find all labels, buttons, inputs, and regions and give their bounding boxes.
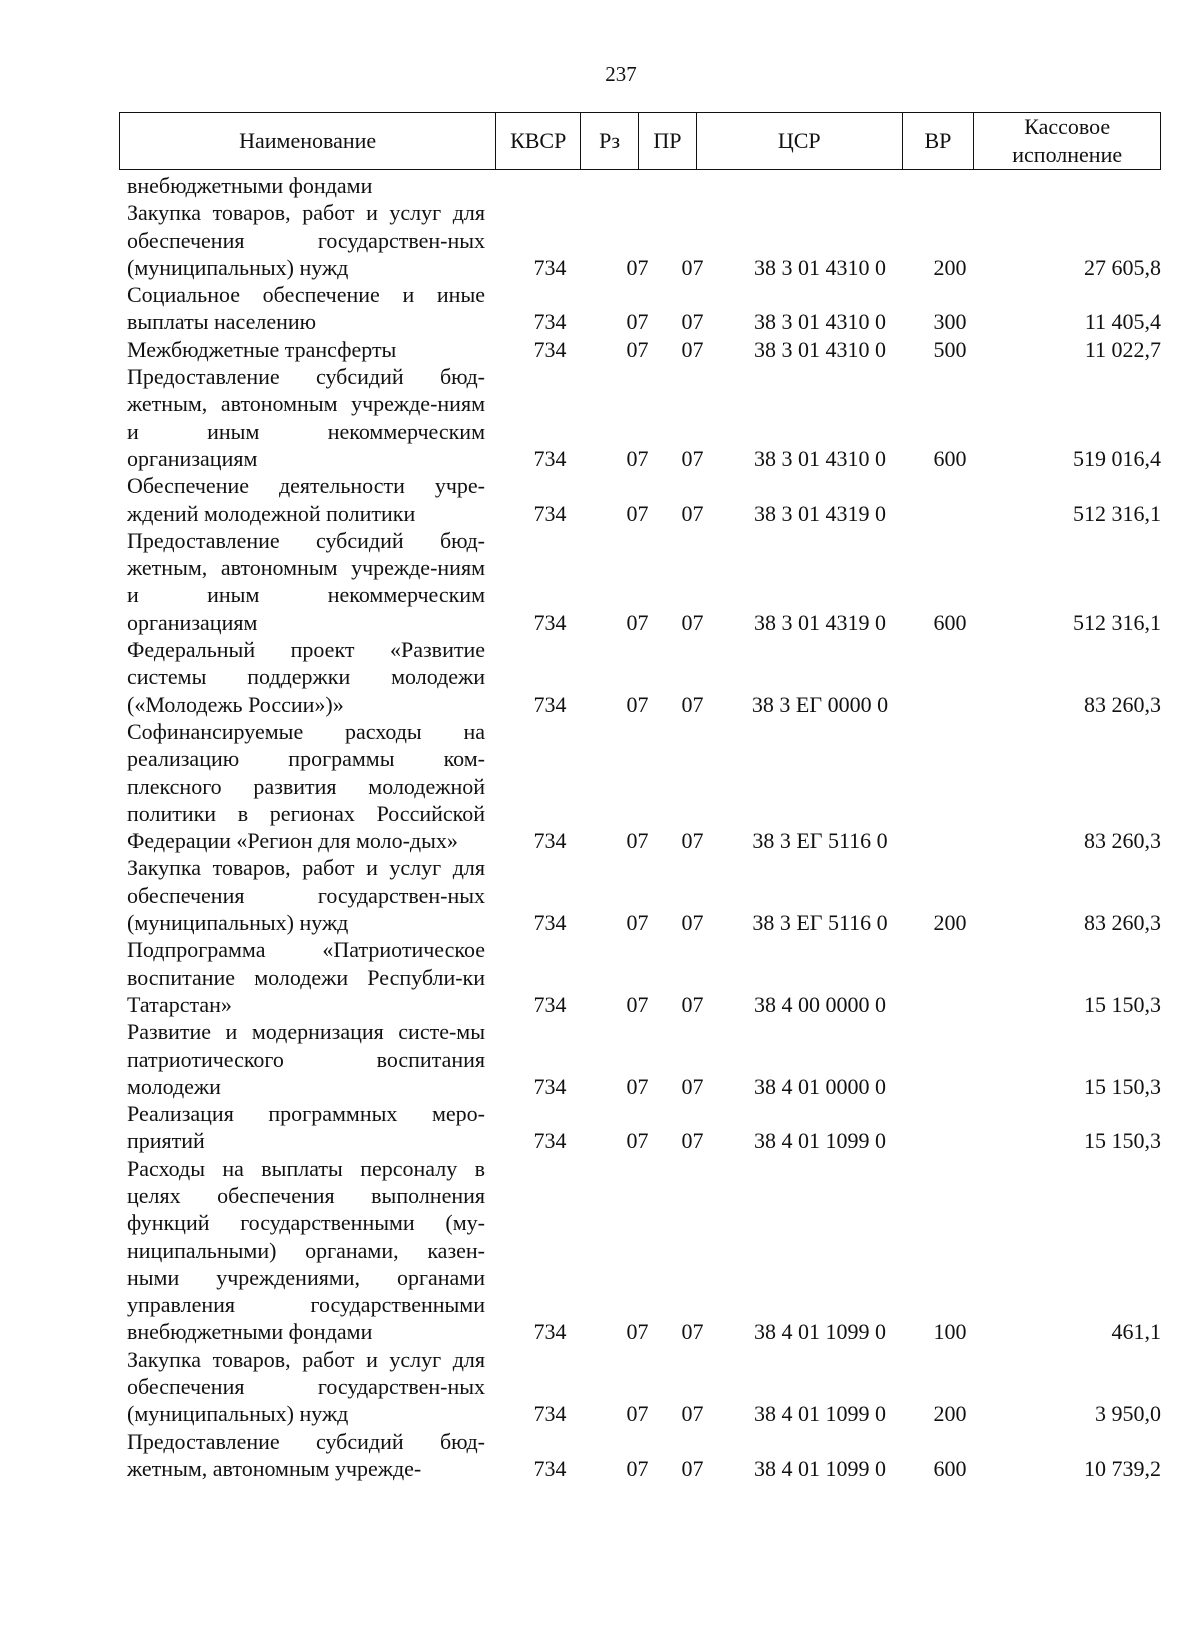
row-amount: 83 260,3 [1084,691,1161,717]
row-vr: 600 [933,445,967,471]
row-amount: 512 316,1 [1073,500,1161,526]
row-kvsr: 734 [533,828,567,854]
table-row [119,1155,1161,1346]
row-rz: 07 [626,609,649,635]
row-kvsr: 734 [533,254,567,280]
row-name: Расходы на выплаты персоналу в целях обеспечения выполнения функций государственными (му-ниципальными) органами, казен-ными учреждениями, органами управления государственными внебюджетными фондами [127,1155,485,1345]
row-amount: 3 950,0 [1095,1401,1161,1427]
header-kassovoe [974,113,1160,169]
row-csr: 38 4 01 1099 0 [754,1319,886,1345]
row-pr: 07 [681,1073,704,1099]
row-rz: 07 [626,1401,649,1427]
row-rz: 07 [626,1319,649,1345]
row-csr: 38 3 01 4319 0 [754,609,886,635]
row-vr: 500 [933,336,967,362]
row-csr: 38 4 01 1099 0 [754,1128,886,1154]
header-kassovoe-line2: исполнение [1012,142,1123,167]
row-amount: 512 316,1 [1073,609,1161,635]
row-csr: 38 3 01 4319 0 [754,500,886,526]
table-row [119,718,1161,854]
row-amount: 15 150,3 [1084,1073,1161,1099]
row-csr: 38 3 01 4310 0 [754,445,886,471]
row-name: Закупка товаров, работ и услуг для обеспечения государствен-ных (муниципальных) нужд [127,855,485,936]
row-pr: 07 [681,336,704,362]
table-row [119,472,1161,527]
table-row [119,1428,1161,1483]
row-rz: 07 [626,691,649,717]
row-pr: 07 [681,691,704,717]
row-kvsr: 734 [533,691,567,717]
row-csr: 38 4 00 0000 0 [754,991,886,1017]
table-row [119,936,1161,1018]
row-csr: 38 3 01 4310 0 [754,336,886,362]
row-name: Предоставление субсидий бюд-жетным, автономным учрежде- [127,1428,485,1481]
row-csr: 38 3 ЕГ 5116 0 [752,910,888,936]
row-kvsr: 734 [533,1401,567,1427]
row-kvsr: 734 [533,609,567,635]
row-name: Развитие и модернизация систе-мы патриотического воспитания молодежи [127,1019,485,1099]
table-row [119,199,1161,281]
row-csr: 38 3 ЕГ 5116 0 [752,828,888,854]
row-csr: 38 4 01 1099 0 [754,1401,886,1427]
table-row [119,363,1161,472]
row-rz: 07 [626,445,649,471]
header-csr: ЦСР [697,113,903,169]
row-pr: 07 [681,254,704,280]
row-pr: 07 [681,910,704,936]
row-name: Подпрограмма «Патриотическое воспитание молодежи Республи-ки Татарстан» [127,937,485,1017]
table-body [119,172,1161,1482]
row-kvsr: 734 [533,1128,567,1154]
row-pr: 07 [681,828,704,854]
row-csr: 38 3 01 4310 0 [754,254,886,280]
header-name: Наименование [120,113,496,169]
row-rz: 07 [626,309,649,335]
row-rz: 07 [626,1128,649,1154]
row-vr: 100 [933,1319,967,1345]
row-kvsr: 734 [533,1455,567,1481]
row-amount: 519 016,4 [1073,445,1161,471]
row-amount: 83 260,3 [1084,910,1161,936]
row-name: Софинансируемые расходы на реализацию программы ком-плексного развития молодежной политики в регионах Российской Федерации «Регион для моло-дых» [127,718,485,854]
row-pr: 07 [681,991,704,1017]
row-name: Федеральный проект «Развитие системы поддержки молодежи («Молодежь России»)» [127,637,485,717]
row-name: Закупка товаров, работ и услуг для обеспечения государствен-ных (муниципальных) нужд [127,200,485,280]
row-name: Предоставление субсидий бюд-жетным, автономным учрежде-ниям и иным некоммерческим организациям [127,527,485,635]
header-pr: ПР [639,113,697,169]
table-row [119,172,1161,199]
row-amount: 11 405,4 [1084,309,1161,335]
row-rz: 07 [626,828,649,854]
row-csr: 38 4 01 1099 0 [754,1455,886,1481]
row-vr: 600 [933,1455,967,1481]
row-csr: 38 4 01 0000 0 [754,1073,886,1099]
row-pr: 07 [681,1319,704,1345]
row-amount: 27 605,8 [1084,254,1161,280]
row-name: Реализация программных меро-приятий [127,1101,485,1154]
row-kvsr: 734 [533,500,567,526]
row-name: Закупка товаров, работ и услуг для обеспечения государствен-ных (муниципальных) нужд [127,1346,485,1427]
row-name: Межбюджетные трансферты [127,336,397,362]
table-row [119,636,1161,718]
row-pr: 07 [681,309,704,335]
row-pr: 07 [681,500,704,526]
row-pr: 07 [681,445,704,471]
row-kvsr: 734 [533,991,567,1017]
header-kassovoe-line1: Кассовое [1024,114,1111,139]
row-name: Предоставление субсидий бюд-жетным, автономным учрежде-ниям и иным некоммерческим организациям [127,364,485,471]
row-name: Обеспечение деятельности учре-ждений молодежной политики [127,473,485,526]
row-rz: 07 [626,910,649,936]
row-name: внебюджетными фондами [127,173,373,198]
header-kvsr: КВСР [496,113,581,169]
header-rz: Рз [581,113,639,169]
row-pr: 07 [681,609,704,635]
table-row [119,336,1161,363]
row-rz: 07 [626,254,649,280]
row-rz: 07 [626,336,649,362]
row-kvsr: 734 [533,336,567,362]
row-vr: 200 [933,910,967,936]
table-row [119,527,1161,636]
row-kvsr: 734 [533,1073,567,1099]
row-pr: 07 [681,1455,704,1481]
row-rz: 07 [626,1455,649,1481]
row-kvsr: 734 [533,309,567,335]
row-amount: 15 150,3 [1084,991,1161,1017]
row-csr: 38 3 01 4310 0 [754,309,886,335]
row-rz: 07 [626,500,649,526]
table-row [119,281,1161,336]
row-vr: 200 [933,1401,967,1427]
row-amount: 461,1 [1111,1319,1161,1345]
row-kvsr: 734 [533,1319,567,1345]
row-kvsr: 734 [533,910,567,936]
row-rz: 07 [626,991,649,1017]
row-amount: 10 739,2 [1084,1455,1161,1481]
header-vr: ВР [903,113,975,169]
row-amount: 83 260,3 [1084,828,1161,854]
table-row [119,1018,1161,1100]
row-rz: 07 [626,1073,649,1099]
row-vr: 200 [933,254,967,280]
row-amount: 15 150,3 [1084,1128,1161,1154]
page-number: 237 [605,62,637,86]
row-kvsr: 734 [533,445,567,471]
row-vr: 600 [933,609,967,635]
table-row [119,1346,1161,1428]
row-pr: 07 [681,1401,704,1427]
table-header [119,112,1161,170]
row-pr: 07 [681,1128,704,1154]
row-csr: 38 3 ЕГ 0000 0 [751,691,889,717]
row-amount: 11 022,7 [1084,336,1161,362]
table-row [119,1100,1161,1155]
row-name: Социальное обеспечение и иные выплаты населению [127,282,485,335]
table-row [119,854,1161,936]
row-vr: 300 [933,309,967,335]
